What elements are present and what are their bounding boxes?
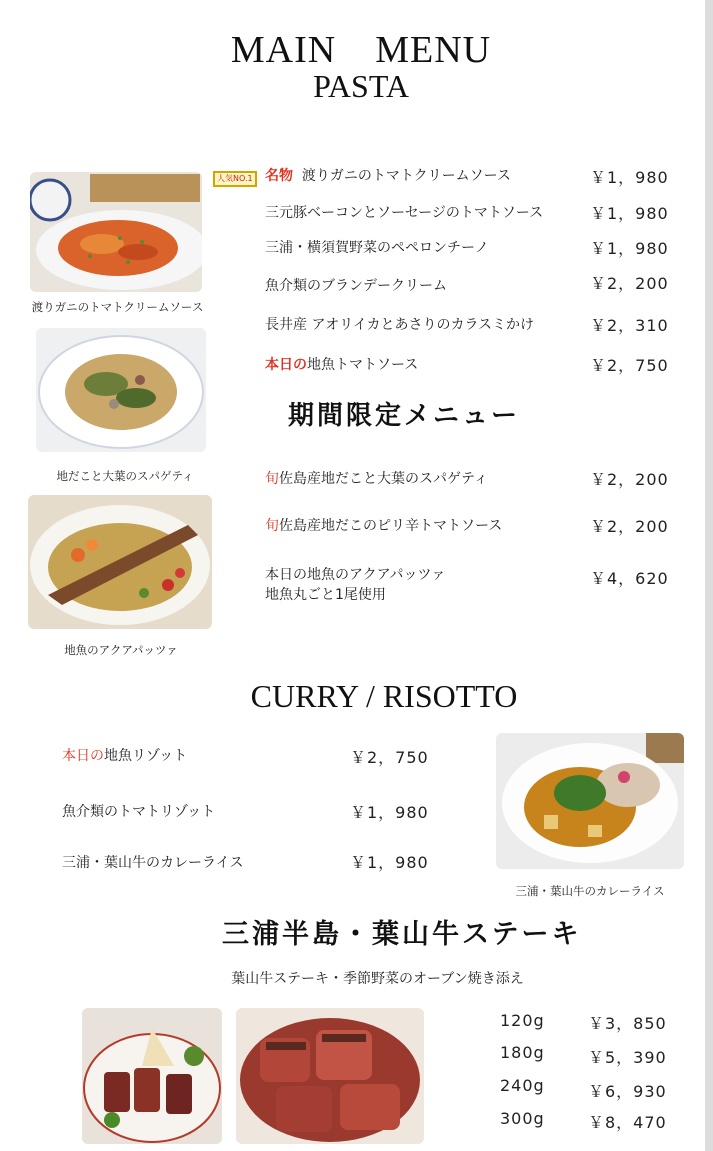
- pasta-item-3-price: ￥1，980: [590, 239, 669, 258]
- steak-price-1: ￥3，850: [588, 1014, 667, 1033]
- curry-item-1-prefix: 本日の: [62, 748, 104, 764]
- steak-subtitle: 葉山牛ステーキ・季節野菜のオーブン焼き添え: [231, 971, 524, 987]
- limited-item-1: [265, 468, 488, 488]
- pasta-item-2-price: ￥1，980: [590, 204, 669, 223]
- pasta-item-6-name: 地魚トマトソース: [307, 357, 419, 373]
- pasta-item-1-price: ￥1，980: [590, 168, 669, 187]
- page-title: MAIN MENU: [230, 29, 492, 71]
- limited-item-1-prefix: 旬: [265, 471, 279, 487]
- limited-item-1-name: 佐島産地だこと大葉のスパゲティ: [279, 471, 488, 487]
- pasta-item-1: [265, 165, 511, 185]
- section-title-pasta: PASTA: [313, 68, 409, 104]
- steak-price-2: ￥5，390: [588, 1048, 667, 1067]
- section-title-steak: 三浦半島・葉山牛ステーキ: [222, 919, 582, 950]
- curry-item-3-name: 三浦・葉山牛のカレーライス: [62, 855, 244, 871]
- photo-crab-pasta: [30, 172, 202, 292]
- photo-steak-closeup: [236, 1008, 424, 1144]
- caption-curry: 三浦・葉山牛のカレーライス: [515, 884, 665, 898]
- caption-crab-pasta: 渡りガニのトマトクリームソース: [31, 300, 204, 314]
- pasta-item-6: [265, 354, 418, 374]
- limited-item-2-price: ￥2，200: [590, 517, 669, 536]
- pasta-item-6-price: ￥2，750: [590, 356, 669, 375]
- curry-item-1: [62, 745, 187, 765]
- caption-acqua-pazza: 地魚のアクアパッツァ: [64, 643, 178, 657]
- steak-weight-3: 240g: [500, 1076, 545, 1095]
- pasta-item-5-price: ￥2，310: [590, 316, 669, 335]
- photo-octopus-pasta: [36, 328, 206, 452]
- steak-weight-4: 300g: [500, 1109, 545, 1128]
- caption-octopus-pasta: 地だこと大葉のスパゲティ: [56, 469, 194, 483]
- pasta-item-1-prefix: 名物: [265, 168, 293, 184]
- limited-item-3-name: 本日の地魚のアクアパッツァ: [265, 567, 446, 583]
- pasta-item-4-price: ￥2，200: [590, 274, 669, 293]
- limited-item-2-prefix: 旬: [265, 518, 279, 534]
- steak-weight-1: 120g: [500, 1011, 545, 1030]
- pasta-item-1-name: 渡りガニのトマトクリームソース: [301, 168, 511, 184]
- pasta-item-2-name: 三元豚ベーコンとソーセージのトマトソース: [265, 205, 544, 221]
- steak-weight-2: 180g: [500, 1043, 545, 1062]
- steak-price-4: ￥8，470: [588, 1113, 667, 1132]
- pasta-item-5-name: 長井産 アオリイカとあさりのカラスミかけ: [265, 317, 535, 333]
- limited-item-2: [265, 515, 502, 535]
- photo-curry: [496, 733, 684, 869]
- steak-price-3: ￥6，930: [588, 1082, 667, 1101]
- curry-item-1-name: 地魚リゾット: [104, 748, 188, 764]
- curry-item-2-price: ￥1，980: [350, 803, 429, 822]
- limited-item-2-name: 佐島産地だこのピリ辛トマトソース: [279, 518, 503, 534]
- section-title-limited: 期間限定メニュー: [288, 401, 521, 431]
- popular-badge-label: 人気NO.1: [213, 171, 257, 187]
- section-title-curry: CURRY / RISOTTO: [250, 678, 518, 714]
- limited-item-1-price: ￥2，200: [590, 470, 669, 489]
- photo-steak-plate: [82, 1008, 222, 1144]
- pasta-item-4-name: 魚介類のブランデークリーム: [265, 278, 447, 294]
- pasta-item-3-name: 三浦・横須賀野菜のペペロンチーノ: [265, 240, 489, 256]
- popular-badge: [213, 166, 257, 187]
- limited-item-3-sub: 地魚丸ごと1尾使用: [265, 587, 386, 603]
- curry-item-3-price: ￥1，980: [350, 853, 429, 872]
- photo-acqua-pazza: [28, 495, 212, 629]
- pasta-item-6-prefix: 本日の: [265, 357, 307, 373]
- curry-item-1-price: ￥2，750: [350, 748, 429, 767]
- limited-item-3-price: ￥4，620: [590, 569, 669, 588]
- curry-item-2-name: 魚介類のトマトリゾット: [62, 804, 216, 820]
